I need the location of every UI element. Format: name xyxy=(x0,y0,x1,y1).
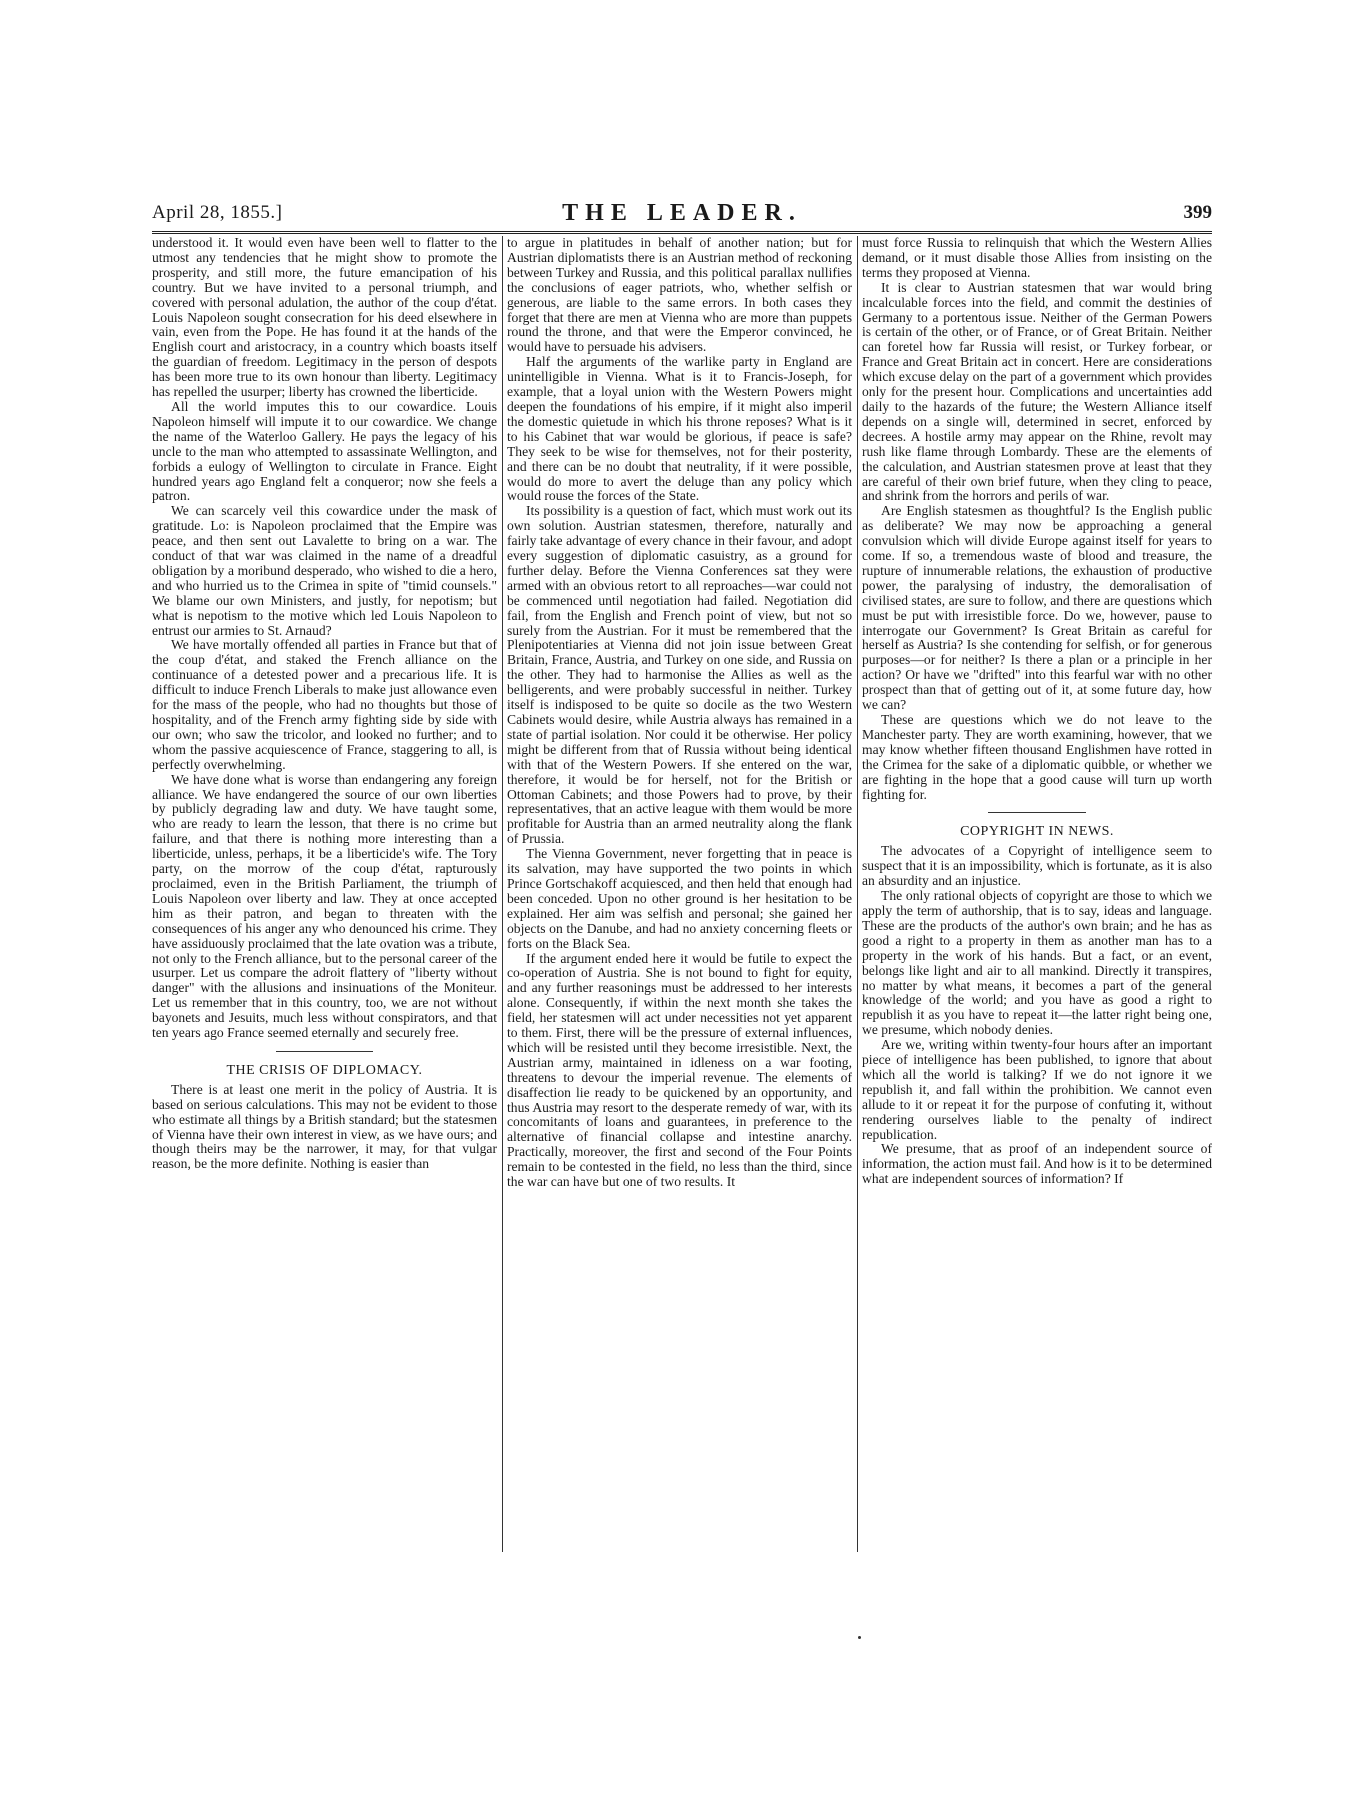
column-divider xyxy=(502,236,503,1552)
paragraph: Its possibility is a question of fact, which must work out its own solution. Austrian statesmen, therefore, naturally and fairly take advantage of every chance in their favour, and adopt every suggestion of diplomatic casuistry, as a ground for further delay. Before the Vienna Conferences sat they were armed with an obvious retort to all reproaches—war could not be commenced until negotiation had failed. Negotiation did fail, from the English and French point of view, but not so surely from the Austrian. For it must be remembered that the Plenipotentiaries at Vienna did not join issue between Great Britain, France, Austria, and Turkey on one side, and Russia on the other. They had to harmonise the Allies as well as the belligerents, and were probably successful in neither. Turkey itself is indisposed to be quite so docile as the two Western Cabinets would desire, while Austria always has remained in a state of partial isolation. Nor could it be otherwise. Her policy might be different from that of Russia without being identical with that of the Western Powers. If she entered on the war, therefore, it would be for herself, not for the British or Ottoman Cabinets; and those Powers had to prove, by their representatives, that an active league with them would be more profitable for Austria than an armed neutrality along the flank of Prussia. xyxy=(507,503,852,847)
paragraph: It is clear to Austrian statesmen that war would bring incalculable forces into the field, and commit the destinies of Germany to a portentous issue. Neither of the German Powers is certain of the other, or of France, or of Great Britain. Neither can foretel how far Russia will resist, or Turkey forbear, or France and Great Britain act in concert. Here are considerations which excuse delay on the part of a government which provides only for the present hour. Complications and uncertainties add daily to the hazards of the future; the Western Alliance itself depends on a single will, determined in secret, enforced by decrees. A hostile army may appear on the Rhine, revolt may rush like flame through Lombardy. These are the elements of the calculation, and Austrian statesmen prove at least that they are careful of their own brief future, when they cling to peace, and shrink from the horrors and perils of war. xyxy=(862,279,1212,504)
header-rule xyxy=(152,231,1212,235)
article-heading: THE CRISIS OF DIPLOMACY. xyxy=(226,1062,423,1078)
column-1 xyxy=(152,236,497,1552)
paragraph: Are English statesmen as thoughtful? Is the English public as deliberate? We may now be approaching a general convulsion which will divide Europe against itself for years to come. If so, a tremendous waste of blood and treasure, the rupture of innumerable relations, the exhaustion of productive power, the paralysing of industry, the demoralisation of civilised states, are sure to follow, and there are questions which must be put with irresistible force. Do we, however, pause to interrogate our Government? Is Great Britain as careful for herself as Austria? Is she contending for selfish, or for generous purposes—or for neither? Is there a plan or a principle in her action? Or have we "drifted" into this fearful war with no other prospect than that of getting out of it, at some future day, how we can? xyxy=(862,503,1212,713)
masthead xyxy=(152,200,1212,228)
paragraph: We have mortally offended all parties in France but that of the coup d'état, and staked the French alliance on the continuance of a detested power and a precarious life. It is difficult to induce French Liberals to make just allowance even for the mass of the people, who had no thoughts but those of hospitality, and of the French army fighting side by side with our own; who saw the tricolor, and looked no further; and to whom the passive acquiescence of France, staggering to all, is perfectly overwhelming. xyxy=(152,637,497,772)
paragraph: Are we, writing within twenty-four hours after an important piece of intelligence has been published, to ignore that about which all the world is talking? If we do not ignore it we republish it, and fall within the prohibition. We cannot even allude to it or repeat it for the purpose of confuting it, without rendering ourselves liable to the penalty of indirect republication. xyxy=(862,1037,1212,1142)
paragraph: Half the arguments of the warlike party in England are unintelligible in Vienna. What is it to Francis-Joseph, for example, that a loyal union with the Western Powers might deepen the foundations of his empire, if it might also imperil the domestic quietude in which his throne reposes? What is it to his Cabinet that war would be glorious, if peace is safe? They seek to be wise for themselves, not for their posterity, and there can be no doubt that neutrality, if it were possible, would do more to avert the deluge than any policy which would rouse the forces of the State. xyxy=(507,354,852,504)
column-2 xyxy=(507,236,852,1552)
paragraph: to argue in platitudes in behalf of another nation; but for Austrian diplomatists there is an Austrian method of reckoning between Turkey and Russia, and this political parallax nullifies the conclusions of eager patriots, who, whether selfish or generous, are liable to the same errors. In both cases they forget that there are men at Vienna who are more than puppets round the throne, and that were the Emperor convinced, he would have to persuade his advisers. xyxy=(507,236,852,355)
column-divider xyxy=(857,236,858,1552)
section-rule xyxy=(988,812,1086,813)
paragraph: The advocates of a Copyright of intelligence seem to suspect that it is an impossibility, which is fortunate, as it is also an absurdity and an injustice. xyxy=(862,843,1212,889)
paragraph: understood it. It would even have been well to flatter to the utmost any tendencies that he might show to promote the prosperity, and still more, the future emancipation of his country. But we have invited to a personal triumph, and covered with personal adulation, the author of the coup d'état. Louis Napoleon sought consecration for his deed elsewhere in vain, even from the Pope. He has found it at the hands of the English court and aristocracy, in a country which boasts itself the guardian of freedom. Legitimacy in the person of despots has been more true to its own honour than liberty. Legitimacy has repelled the usurper; liberty has crowned the liberticide. xyxy=(152,236,497,400)
newspaper-title: THE LEADER. xyxy=(562,200,802,226)
ink-speck xyxy=(858,1636,861,1639)
paragraph: We have done what is worse than endangering any foreign alliance. We have endangered the source of our own liberties by publicly degrading law and duty. We have taught some, who are ready to learn the lesson, that there is no crime but failure, and that there is nothing more interesting than a liberticide, unless, perhaps, it be a liberticide's wife. The Tory party, on the morrow of the coup d'état, rapturously proclaimed, even in the British Parliament, the triumph of Louis Napoleon over liberty and law. They at once accepted him as their patron, and began to threaten with the consequences of his anger any who denounced his crime. They have assiduously proclaimed that the late ovation was a tribute, not only to the French alliance, but to the personal career of the usurper. Let us compare the adroit flattery of "liberty without danger" with the allusions and insinuations of the Moniteur. Let us remember that in this country, too, we are not without bayonets and Jesuits, much less without conspirators, and that ten years ago France seemed eternally and securely free. xyxy=(152,771,497,1041)
page-number: 399 xyxy=(1183,202,1212,223)
article-heading: COPYRIGHT IN NEWS. xyxy=(960,824,1114,840)
paragraph: The only rational objects of copyright are those to which we apply the term of authorship, that is to say, ideas and language. These are the products of the author's own brain; and he has as good a right to a property in them as another man has to a property in the work of his hands. But a fact, or an event, belongs like light and air to all mankind. Directly it transpires, no matter by what means, it becomes a part of the general knowledge of the world; and you have as good a right to republish it as you have to repeat it—the latter right being one, we presume, which nobody denies. xyxy=(862,888,1212,1038)
paragraph: We presume, that as proof of an independent source of information, the action must fail. And how is it to be determined what are independent sources of information? If xyxy=(862,1141,1212,1187)
column-3 xyxy=(862,236,1212,1552)
paragraph: We can scarcely veil this cowardice under the mask of gratitude. Lo: is Napoleon proclaimed that the Empire was peace, and then sent out Lavalette to bring on a war. The conduct of that war was claimed in the name of a dreadful obligation by a moribund desperado, who wished to die a hero, and who hurried us to the Crimea in spite of "timid counsels." We blame our own Ministers, and justly, for nepotism; but what is nepotism to the motive which led Louis Napoleon to entrust our armies to St. Arnaud? xyxy=(152,503,497,638)
paragraph: There is at least one merit in the policy of Austria. It is based on serious calculations. This may not be evident to those who estimate all things by a British standard; but the statesmen of Vienna have their own interest in view, as we have ours; and though theirs may be the narrower, it may, for that vulgar reason, be the more definite. Nothing is easier than xyxy=(152,1081,497,1172)
section-rule xyxy=(276,1051,373,1052)
paragraph: All the world imputes this to our cowardice. Louis Napoleon himself will impute it to our cowardice. We change the name of the Waterloo Gallery. He pays the legacy of his uncle to the man who attempted to assassinate Wellington, and forbids a eulogy of Wellington to circulate in France. Eight hundred years ago England felt a conqueror; now she feels a patron. xyxy=(152,398,497,504)
paragraph: These are questions which we do not leave to the Manchester party. They are worth examining, however, that we may know whether fifteen thousand Englishmen have rotted in the Crimea for the sake of a diplomatic quibble, or whether we are fighting in the hope that a good cause will turn up worth fighting for. xyxy=(862,712,1212,802)
paragraph: must force Russia to relinquish that which the Western Allies demand, or it must disable those Allies from insisting on the terms they proposed at Vienna. xyxy=(862,236,1212,280)
paragraph: If the argument ended here it would be futile to expect the co-operation of Austria. She is not bound to fight for equity, and any further reasonings must be addressed to her interests alone. Consequently, if within the next month she takes the field, her statesmen will act under necessities not yet apparent to them. First, there will be the pressure of external influences, which will be resisted until they become irresistible. Next, the Austrian army, maintained in idleness on a war footing, threatens to devour the imperial revenue. The elements of disaffection lie ready to be quickened by an opportunity, and thus Austria may resort to the desperate remedy of war, with its concomitants of loans and guarantees, in preference to the alternative of financial collapse and intestine anarchy. Practically, moreover, the first and second of the Four Points remain to be contested in the field, no less than the third, since the war can have but one of two results. It xyxy=(507,950,852,1190)
issue-date: April 28, 1855.] xyxy=(152,202,283,223)
paragraph: The Vienna Government, never forgetting that in peace is its salvation, may have supported the two points in which Prince Gortschakoff acquiesced, and then held that enough had been conceded. Upon no other ground is her hesitation to be explained. Her aim was selfish and personal; she gained her objects on the Danube, and had no anxiety concerning fleets or forts on the Black Sea. xyxy=(507,846,852,951)
